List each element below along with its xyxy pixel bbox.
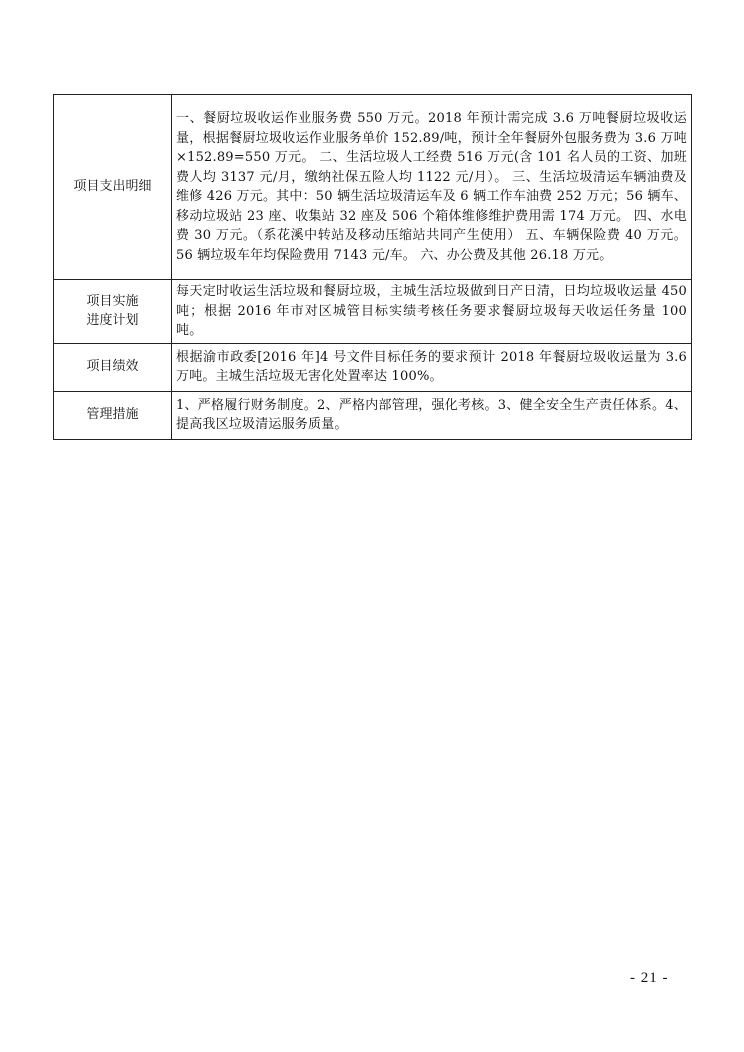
row-label-schedule (54, 280, 172, 344)
row-label-text: 项目绩效 (86, 359, 139, 375)
project-detail-table (53, 94, 692, 440)
table-row-schedule (54, 280, 692, 344)
page-number: - 21 - (630, 970, 669, 986)
table-row-management (54, 391, 692, 439)
row-label-text-line1: 项目实施 (86, 293, 139, 309)
row-label-text: 管理措施 (86, 407, 139, 423)
row-label-text: 项目支出明细 (73, 179, 152, 195)
row-label-text-line2: 进度计划 (86, 313, 139, 329)
table-row-expense-details (54, 95, 692, 280)
row-label-expense-details (54, 95, 172, 280)
row-label-management (54, 391, 172, 439)
row-content-management: 1、严格履行财务制度。2、严格内部管理，强化考核。3、健全安全生产责任体系。4、提高我区垃圾清运服务质量。 (172, 391, 692, 439)
table-row-performance (54, 343, 692, 391)
row-content-expense-details: 一、餐厨垃圾收运作业服务费 550 万元。2018 年预计需完成 3.6 万吨餐厨垃圾收运量，根据餐厨垃圾收运作业服务单价 152.89/吨，预计全年餐厨外包服务费为 3.6 万吨×152.89=550 万元。 二、生活垃圾人工经费 516 万元(含 101 名人员的工资、加班费人均 3137 元/月，缴纳社保五险人均 1122 元/月）。 三、生活垃圾清运车辆油费及维修 426 万元。其中：50 辆生活垃圾清运车及 6 辆工作车油费 252 万元；56 辆车、移动垃圾站 23 座、收集站 32 座及 506 个箱体维修维护费用需 174 万元。 四、水电费 30 万元。（系花溪中转站及移动压缩站共同产生使用） 五、车辆保险费 40 万元。56 辆垃圾车年均保险费用 7143 元/车。 六、办公费及其他 26.18 万元。 (172, 95, 692, 280)
row-label-performance (54, 343, 172, 391)
row-content-performance: 根据渝市政委[2016 年]4 号文件目标任务的要求预计 2018 年餐厨垃圾收运量为 3.6 万吨。主城生活垃圾无害化处置率达 100%。 (172, 343, 692, 391)
row-content-schedule: 每天定时收运生活垃圾和餐厨垃圾，主城生活垃圾做到日产日清，日均垃圾收运量 450 吨；根据 2016 年市对区城管目标实绩考核任务要求餐厨垃圾每天收运任务量 100 吨。 (172, 280, 692, 344)
